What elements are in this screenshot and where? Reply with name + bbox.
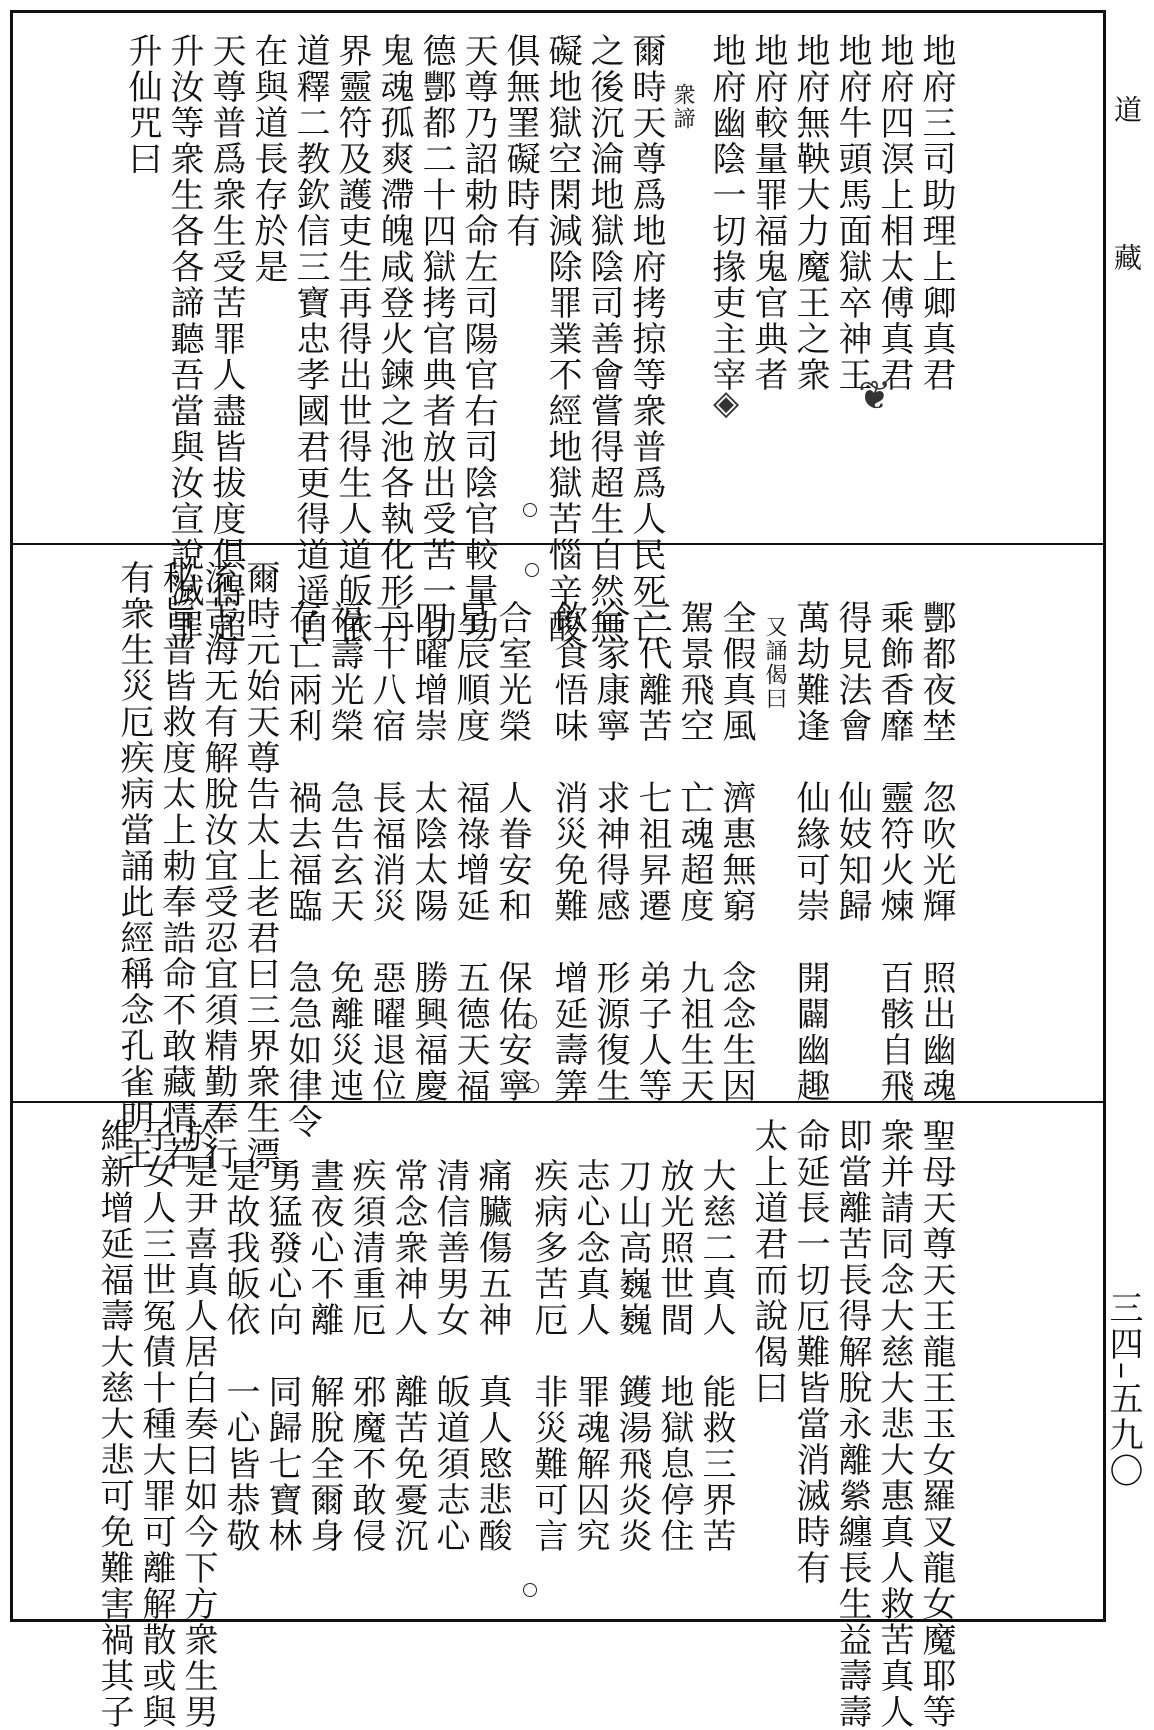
text-column: 疾病多苦厄 非災難可言 — [528, 1158, 568, 1554]
text-column: 有衆生災厄疾病當誦此經稱念孔雀明王 — [114, 560, 154, 1172]
text-panel-top — [13, 13, 1103, 645]
text-column: 星辰順度 福祿增延 五德天福 — [450, 600, 490, 1104]
text-column: 是故我皈依 一心皆恭敬 — [220, 1158, 260, 1554]
text-column: 道釋二教欽信三寶忠孝國君更得道遥自 — [290, 33, 330, 645]
text-column: 常念衆神人 離苦免憂沉 — [388, 1158, 428, 1554]
diamond-ornament-icon: ◈ — [713, 383, 740, 423]
text-column: 合家康寧 求神得感 形源復生 — [590, 600, 630, 1104]
text-column: 維新增延福壽大慈大悲可免難害禍其子 — [94, 1118, 134, 1730]
text-column: 清信善男女 皈道須志心 — [430, 1158, 470, 1554]
text-column: 爾時天尊爲地府拷掠等衆普爲人民死亡 — [626, 33, 666, 645]
text-column: 德酆都二十四獄拷官典者放出受苦一切 — [416, 33, 456, 645]
text-column: 聖母天尊天王龍王玉女羅叉龍女魔耶等 — [916, 1118, 956, 1730]
circle-mark-icon — [523, 1015, 537, 1029]
text-column: 即當離苦長得解脫永離縈纏長生益壽壽 — [832, 1118, 872, 1730]
text-column: 存亡兩利 禍去福臨 急急如律令 — [282, 600, 322, 1140]
circle-mark-icon — [523, 1583, 537, 1597]
annotation-text: 衆諦 — [670, 83, 695, 131]
text-column: 晝夜心不離 解脫全爾身 — [304, 1158, 344, 1554]
text-column: 志心念真人 罪魂解囚究 — [570, 1158, 610, 1554]
text-column: 二十八宿 長福消災 惡曜退位 — [366, 600, 406, 1104]
text-column: 天尊普爲衆生受苦罪人盡皆拔度俱得超 — [206, 33, 246, 645]
text-column: 四曜增崇 太陰太陽 勝興福慶 — [408, 600, 448, 1104]
text-column: 子女人三世冤債十種大罪可離解散或與 — [136, 1118, 176, 1730]
text-column: 飲食悟味 消災免難 增延壽筭 — [548, 600, 588, 1104]
text-column: 地府三司助理上卿真君 — [916, 33, 956, 393]
text-column: 界靈符及護吏生再得出世得生人道皈依 — [332, 33, 372, 645]
text-column: 地府無鞅大力魔王之衆 — [790, 33, 830, 393]
text-column: 痛臟傷五神 真人愍悲酸 — [472, 1158, 512, 1554]
text-column: 放光照世間 地獄息停住 — [654, 1158, 694, 1554]
circle-mark-icon — [523, 108, 537, 122]
text-panel-middle — [13, 543, 1103, 1172]
text-column: 之後沉淪地獄陰司善會嘗得超生自然無 — [584, 33, 624, 645]
text-column: 地府牛頭馬面獄卒神王 — [832, 33, 872, 393]
page-frame — [10, 10, 1106, 1730]
text-column: 命延長一切厄難皆當消滅時有 — [790, 1118, 830, 1586]
text-column: 天尊乃詔勅命左司陽官右司陰官較量功 — [458, 33, 498, 645]
circle-mark-icon — [525, 563, 539, 577]
text-column: 酆都夜埜 忽吹光輝 照出幽魂 — [916, 600, 956, 1104]
circle-mark-icon — [525, 1079, 539, 1093]
text-column: 衆并請同念大慈大悲大惠真人救苦真人 — [874, 1118, 914, 1730]
text-column: 秘旨普皆救度太上勅奉誥命不敢藏情若 — [156, 560, 196, 1172]
text-column: 大慈二真人 能救三界苦 — [696, 1158, 736, 1554]
text-column: 流苦海无有解脫汝宜受忍宜須精勤奉行 — [198, 560, 238, 1172]
text-column: 太上道君而說偈曰 — [748, 1118, 788, 1406]
text-column: 乘飾香靡 靈符火煉 百骸自飛 — [874, 600, 914, 1104]
text-column: 合室光榮 人眷安和 保佑安寧 — [492, 600, 532, 1104]
text-column: 萬劫難逢 仙緣可崇 開闢幽趣 — [790, 600, 830, 1104]
text-column: 鬼魂孤爽滯魄咸登火鍊之池各執化形丹 — [374, 33, 414, 645]
text-panel-bottom — [13, 1101, 1103, 1730]
text-column: 得見法會 仙妓知歸 — [832, 600, 872, 924]
text-column: 駕景飛空 亡魂超度 九祖生天 — [674, 600, 714, 1104]
text-column: 疾須清重厄 邪魔不敢侵 — [346, 1158, 386, 1554]
text-column: 全假真風 濟惠無窮 念念生因 — [716, 600, 756, 1104]
text-column: 升汝等衆生各各諦聽吾當與汝宣說滅罪 — [164, 33, 204, 645]
circle-mark-icon — [523, 503, 537, 517]
text-column: 勇猛發心向 同歸七寶林 — [262, 1158, 302, 1554]
text-column: 地府幽陰一切掾吏主宰 — [706, 33, 746, 393]
text-column: 升仙咒曰 — [122, 33, 162, 177]
book-title: 道藏 — [1110, 95, 1143, 391]
text-column: 地府四溟上相太傅真君 — [874, 33, 914, 393]
annotation-text: 又誦偈曰 — [762, 615, 787, 711]
page-number: 三四–五九〇 — [1103, 1290, 1143, 1489]
text-column: 刀山高巍巍 鑊湯飛炎炎 — [612, 1158, 652, 1554]
text-column: 在與道長存於是 — [248, 33, 288, 285]
text-column: 爾時元始天尊告太上老君曰三界衆生漂 — [240, 560, 280, 1172]
text-column: 俱無罣礙時有 — [500, 33, 540, 249]
text-column: 三代離苦 七祖昇遷 弟子人等 — [632, 600, 672, 1104]
text-column: 地府較量罪福鬼官典者 — [748, 33, 788, 393]
text-column: 福壽光榮 急告玄天 免離災迍 — [324, 600, 364, 1104]
text-column: 礙地獄空閑減除罪業不經地獄苦惱辛酸 — [542, 33, 582, 645]
floral-ornament-icon: ❦ — [858, 373, 892, 419]
text-column: 於是尹喜真人居白奏曰如今下方衆生男 — [178, 1118, 218, 1730]
